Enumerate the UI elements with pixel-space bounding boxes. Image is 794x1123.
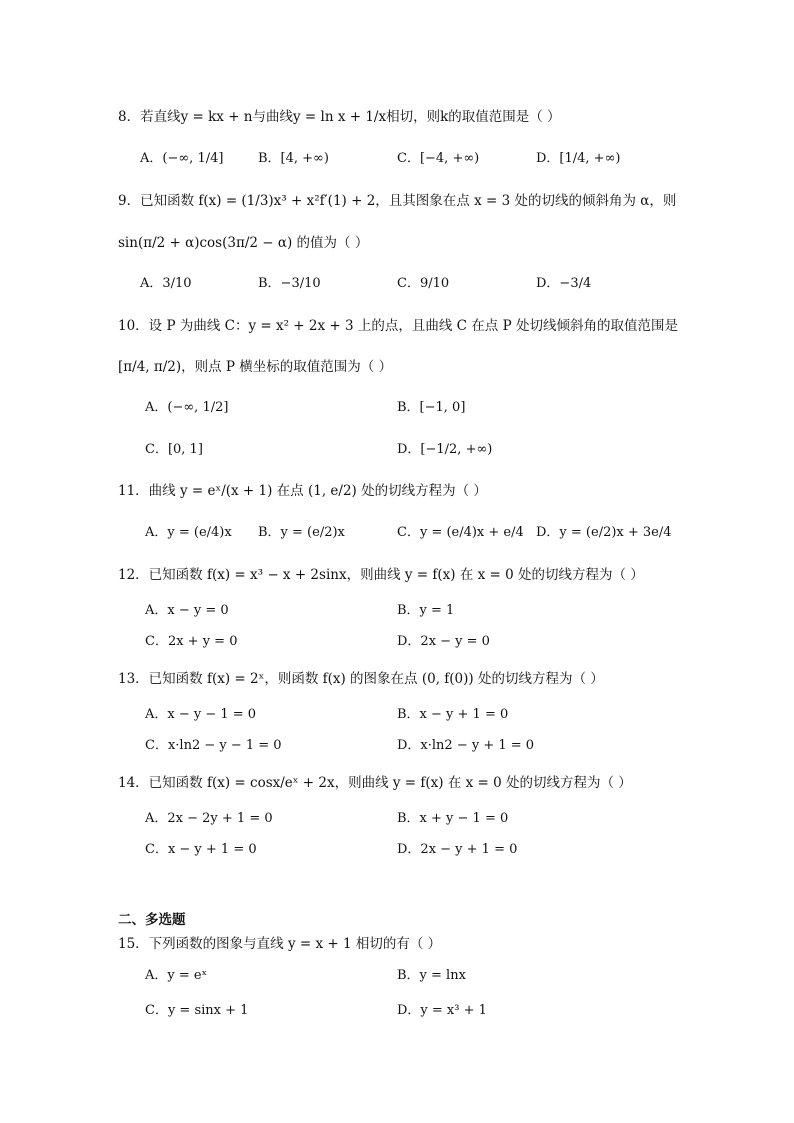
question-8-stem: 8．若直线y = kx + n与曲线y = ln x + 1/x相切，则k的取值范围是（ ） (118, 109, 561, 125)
q13-option-b[interactable]: B．x − y + 1 = 0 (397, 707, 509, 722)
q12-option-d[interactable]: D．2x − y = 0 (397, 634, 490, 649)
question-10-stem: 10．设 P 为曲线 C：y = x² + 2x + 3 上的点，且曲线 C 在点 P 处切线倾斜角的取值范围是 (118, 318, 678, 334)
q12-option-b[interactable]: B．y = 1 (397, 603, 455, 618)
q13-option-a[interactable]: A．x − y − 1 = 0 (145, 707, 257, 722)
q11-option-d[interactable]: D．y = (e/2)x + 3e/4 (536, 525, 672, 540)
section-title: 二、多选题 (118, 912, 186, 928)
question-10-stem-cont: [π/4, π/2)，则点 P 横坐标的取值范围为（ ） (118, 359, 393, 375)
q9-option-c[interactable]: C．9/10 (397, 276, 450, 291)
q15-option-b[interactable]: B．y = lnx (397, 968, 466, 983)
q8-option-d[interactable]: D．[1/4, +∞) (536, 151, 621, 166)
question-13-stem: 13．已知函数 f(x) = 2ˣ，则函数 f(x) 的图象在点 (0, f(0)) 处的切线方程为（ ） (118, 671, 604, 687)
q14-option-d[interactable]: D．2x − y + 1 = 0 (397, 842, 518, 857)
q10-option-a[interactable]: A．(−∞, 1/2] (145, 400, 229, 415)
q11-option-a[interactable]: A．y = (e/4)x (145, 525, 232, 540)
q15-option-d[interactable]: D．y = x³ + 1 (397, 1003, 487, 1018)
q12-option-c[interactable]: C．2x + y = 0 (145, 634, 238, 649)
question-14-stem: 14．已知函数 f(x) = cosx/eˣ + 2x，则曲线 y = f(x) 在 x = 0 处的切线方程为（ ） (118, 775, 632, 791)
q8-option-a[interactable]: A．(−∞, 1/4] (140, 151, 224, 166)
q9-option-a[interactable]: A．3/10 (140, 276, 192, 291)
q14-option-a[interactable]: A．2x − 2y + 1 = 0 (145, 811, 273, 826)
q11-option-c[interactable]: C．y = (e/4)x + e/4 (397, 525, 524, 540)
q14-option-b[interactable]: B．x + y − 1 = 0 (397, 811, 509, 826)
q12-option-a[interactable]: A．x − y = 0 (145, 603, 229, 618)
q10-option-b[interactable]: B．[−1, 0] (397, 400, 466, 415)
question-9-stem: 9．已知函数 f(x) = (1/3)x³ + x²f′(1) + 2，且其图象在点 x = 3 处的切线的倾斜角为 α，则 (118, 193, 677, 209)
q15-option-c[interactable]: C．y = sinx + 1 (145, 1003, 249, 1018)
question-9-stem-cont: sin(π/2 + α)cos(3π/2 − α) 的值为（ ） (118, 235, 369, 251)
q8-option-c[interactable]: C．[−4, +∞) (397, 151, 480, 166)
q15-option-a[interactable]: A．y = eˣ (145, 968, 208, 983)
question-15-stem: 15．下列函数的图象与直线 y = x + 1 相切的有（ ） (118, 936, 442, 952)
q11-option-b[interactable]: B．y = (e/2)x (258, 525, 345, 540)
question-11-stem: 11．曲线 y = eˣ/(x + 1) 在点 (1, e/2) 处的切线方程为（ ） (118, 483, 487, 499)
q13-option-c[interactable]: C．x·ln2 − y − 1 = 0 (145, 738, 282, 753)
q10-option-c[interactable]: C．[0, 1] (145, 442, 203, 457)
q9-option-d[interactable]: D．−3/4 (536, 276, 592, 291)
q10-option-d[interactable]: D．[−1/2, +∞) (397, 442, 493, 457)
question-12-stem: 12．已知函数 f(x) = x³ − x + 2sinx，则曲线 y = f(x) 在 x = 0 处的切线方程为（ ） (118, 567, 644, 583)
q13-option-d[interactable]: D．x·ln2 − y + 1 = 0 (397, 738, 535, 753)
q8-option-b[interactable]: B．[4, +∞) (258, 151, 329, 166)
q14-option-c[interactable]: C．x − y + 1 = 0 (145, 842, 257, 857)
q9-option-b[interactable]: B．−3/10 (258, 276, 321, 291)
